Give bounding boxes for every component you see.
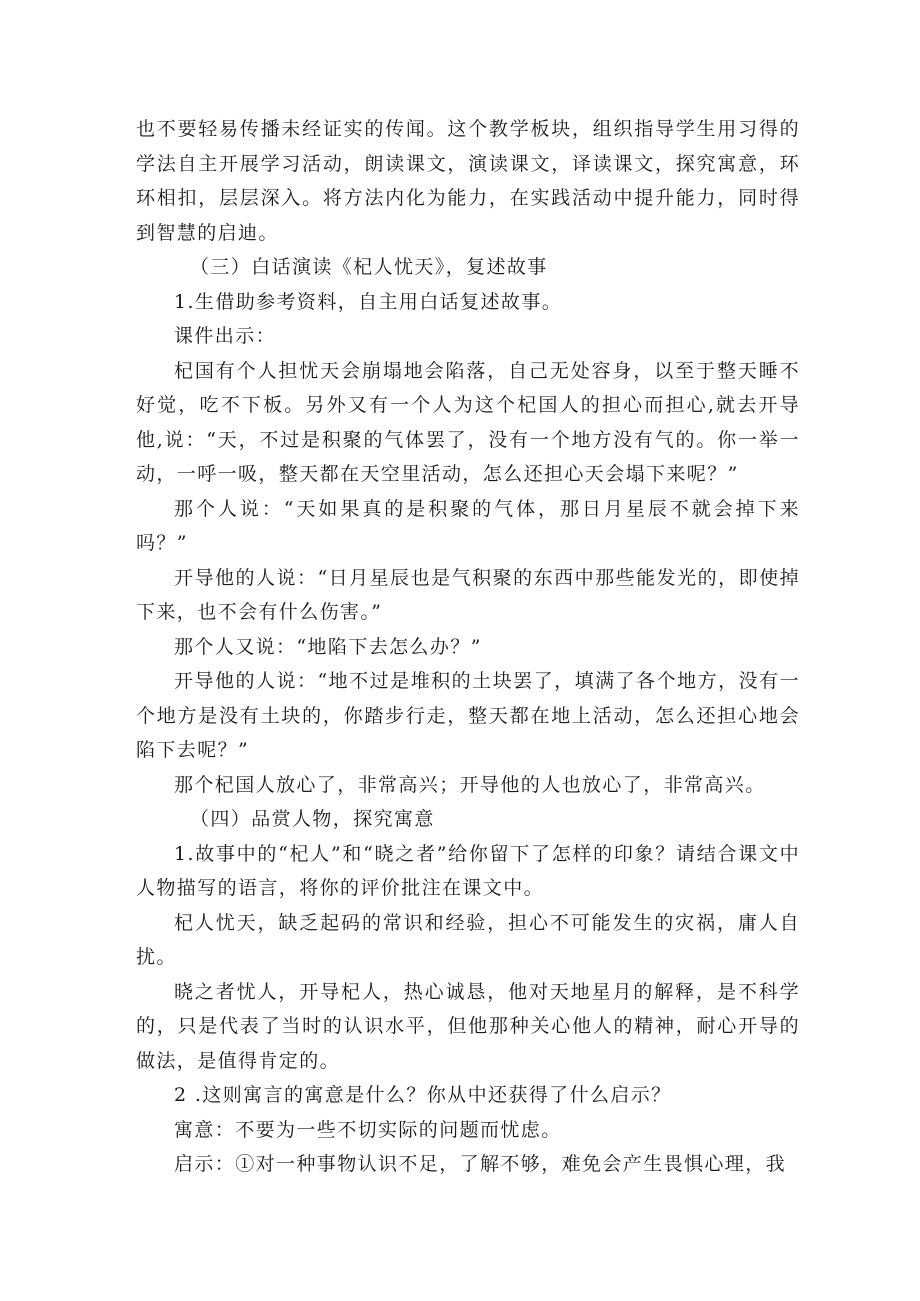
paragraph-story-1: 杞国有个人担忧天会崩塌地会陷落，自己无处容身，以至于整天睡不好觉，吃不下板。另外又有一个人为这个杞国人的担心而担心,就去开导他,说：“天，不过是积聚的气体罢了，没有一个地方没有气的。你一举一动，一呼一吸，整天都在天空里活动，怎么还担心天会塌下来呢？” <box>136 359 800 485</box>
paragraph-question-2: 2 .这则寓言的寓意是什么？你从中还获得了什么启示？ <box>174 1084 672 1106</box>
paragraph-answer-qiren: 杞人忧天，缺乏起码的常识和经验，担心不可能发生的灾祸，庸人自扰。 <box>136 911 800 968</box>
paragraph-courseware: 课件出示： <box>174 325 277 347</box>
paragraph-story-4: 那个人又说：“地陷下去怎么办？” <box>174 635 482 658</box>
section-heading-4: （四）品赏人物，探究寓意 <box>190 808 435 830</box>
paragraph-story-2: 那个人说：“天如果真的是积聚的气体，那日月星辰不就会掉下来吗？” <box>136 497 800 554</box>
section-heading-3: （三）白话演读《杞人忧天》，复述故事 <box>190 256 548 278</box>
paragraph-story-5: 开导他的人说：“地不过是堆积的土块罢了，填满了各个地方，没有一个地方是没有土块的，你踏步行走，整天都在地上活动，怎么还担心地会陷下去呢？” <box>136 670 800 761</box>
paragraph-step-1: 1.生借助参考资料，自主用白话复述故事。 <box>174 290 563 313</box>
paragraph-moral: 寓意：不要为一些不切实际的问题而忧虑。 <box>174 1118 562 1141</box>
paragraph-continuation: 也不要轻易传播未经证实的传闻。这个教学板块，组织指导学生用习得的学法自主开展学习活动，朗读课文，演读课文，译读课文，探究寓意，环环相扣，层层深入。将方法内化为能力，在实践活动中提升能力，同时得到智慧的启迪。 <box>136 118 800 244</box>
paragraph-story-6: 那个杞国人放心了，非常高兴；开导他的人也放心了，非常高兴。 <box>174 773 766 796</box>
paragraph-answer-xiaozhizhe: 晓之者忧人，开导杞人，热心诚恳，他对天地星月的解释，是不科学的，只是代表了当时的认识水平，但他那种关心他人的精神，耐心开导的做法，是值得肯定的。 <box>136 980 800 1072</box>
paragraph-question-1: 1.故事中的“杞人”和“晓之者”给你留下了怎样的印象？请结合课文中人物描写的语言，将你的评价批注在课文中。 <box>136 842 800 899</box>
paragraph-story-3: 开导他的人说：“日月星辰也是气积聚的东西中那些能发光的，即使掉下来，也不会有什么伤害。” <box>136 566 800 623</box>
paragraph-enlightenment: 启示：①对一种事物认识不足，了解不够，难免会产生畏惧心理，我 <box>174 1153 787 1175</box>
